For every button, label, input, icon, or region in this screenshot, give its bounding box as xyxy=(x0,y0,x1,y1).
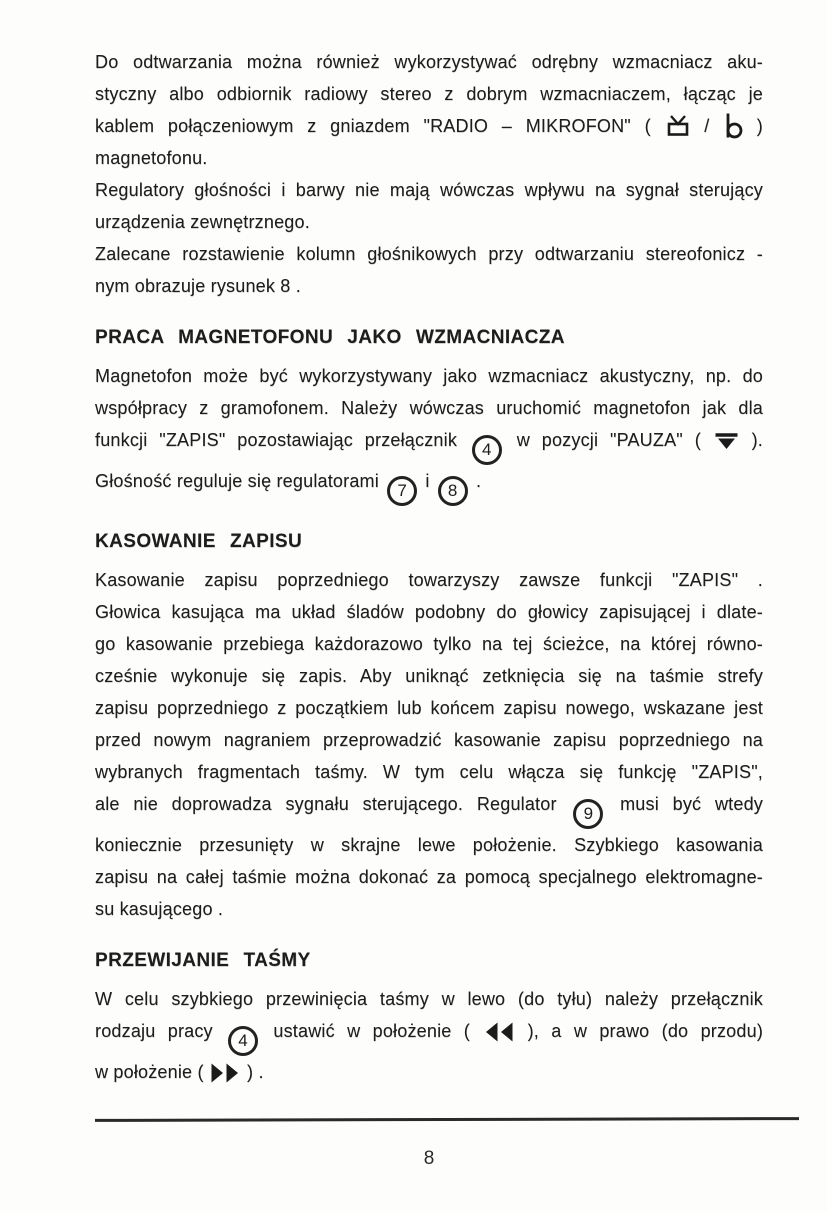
text-line xyxy=(95,788,763,829)
text-line xyxy=(95,392,763,424)
fast-forward-icon xyxy=(209,1056,242,1088)
text-run: nym obrazuje rysunek 8 . xyxy=(95,276,301,296)
section xyxy=(95,530,763,925)
microphone-icon xyxy=(723,110,743,142)
text-run: Regulatory głośności i barwy nie mają wówczas wpływu na sygnał sterujący xyxy=(95,180,763,200)
circled-number-8: 8 xyxy=(438,476,468,506)
pauza-icon xyxy=(713,424,740,456)
text-run: ). xyxy=(739,430,763,450)
page-footer xyxy=(95,1118,763,1171)
text-run: rodzaju pracy xyxy=(95,1021,226,1041)
text-line xyxy=(95,829,763,861)
text-line xyxy=(95,46,763,78)
text-run: współpracy z gramofonem. Należy wówczas uruchomić magnetofon jak dla xyxy=(95,398,763,418)
text-line xyxy=(95,756,763,788)
text-run: ale nie doprowadza sygnału sterującego. Regulator xyxy=(95,794,571,814)
radio-icon xyxy=(665,110,691,142)
text-run: W celu szybkiego przewinięcia taśmy w lewo (do tyłu) należy przełącznik xyxy=(95,989,763,1009)
text-run: Do odtwarzania można również wykorzystywać odrębny wzmacniacz aku- xyxy=(95,52,763,72)
text-run: Magnetofon może być wykorzystywany jako wzmacniacz akustyczny, np. do xyxy=(95,366,763,386)
circled-number-7: 7 xyxy=(387,476,417,506)
text-line xyxy=(95,238,763,270)
text-run: musi być wtedy xyxy=(606,794,763,814)
text-run: w pozycji "PAUZA" ( xyxy=(504,430,713,450)
text-line xyxy=(95,628,763,660)
text-line xyxy=(95,270,763,302)
text-line xyxy=(95,564,763,596)
circled-number-4: 4 xyxy=(472,435,502,465)
section-heading: KASOWANIE ZAPISU xyxy=(95,531,303,552)
text-line xyxy=(95,206,763,238)
text-line xyxy=(95,983,763,1015)
circled-number-4: 4 xyxy=(228,1026,258,1056)
section xyxy=(95,326,763,506)
text-line xyxy=(95,174,763,206)
text-run: zapisu poprzedniego z początkiem lub końcem zapisu nowego, wskazane jest xyxy=(95,698,763,718)
text-run: kablem połączeniowym z gniazdem "RADIO – MIKROFON" ( xyxy=(95,116,665,136)
section-heading: PRZEWIJANIE TAŚMY xyxy=(95,950,311,971)
text-run: ) xyxy=(743,116,764,136)
text-line xyxy=(95,596,763,628)
text-run: / xyxy=(690,116,724,136)
text-run: ustawić w położenie ( xyxy=(261,1021,483,1041)
text-run: koniecznie przesunięty w skrajne lewe położenie. Szybkiego kasowania xyxy=(95,835,763,855)
text-line xyxy=(95,660,763,692)
text-run: wybranych fragmentach taśmy. W tym celu włącza się funkcję "ZAPIS", xyxy=(95,762,763,782)
text-line xyxy=(95,724,763,756)
text-run: Głośność reguluje się regulatorami xyxy=(95,471,385,491)
document-body xyxy=(95,46,763,1088)
page-content xyxy=(95,46,763,1171)
text-run: Głowica kasująca ma układ śladów podobny do głowicy zapisującej i dlate- xyxy=(95,602,763,622)
text-run: su kasującego . xyxy=(95,899,224,919)
circled-number-9: 9 xyxy=(573,799,603,829)
text-line xyxy=(95,78,763,110)
text-line xyxy=(95,893,763,925)
text-run: . xyxy=(470,471,482,491)
text-run: przed nowym nagraniem przeprowadzić kasowanie zapisu poprzedniego na xyxy=(95,730,763,750)
text-run: zapisu na całej taśmie można dokonać za pomocą specjalnego elektromagne- xyxy=(95,867,763,887)
text-run: magnetofonu. xyxy=(95,148,208,168)
text-line xyxy=(95,1015,763,1056)
text-line xyxy=(95,465,763,506)
text-run: ), a w prawo (do przodu) xyxy=(515,1021,764,1041)
text-run: Zalecane rozstawienie kolumn głośnikowych przy odtwarzaniu stereofonicz - xyxy=(95,244,763,264)
text-run: styczny albo odbiornik radiowy stereo z dobrym wzmacniaczem, łącząc je xyxy=(95,84,763,104)
text-line xyxy=(95,424,763,465)
text-line xyxy=(95,1056,763,1088)
section xyxy=(95,949,763,1088)
section-heading: PRACA MAGNETOFONU JAKO WZMACNIACZA xyxy=(95,327,565,348)
text-run: go kasowanie przebiega każdorazowo tylko na tej ścieżce, na której równo- xyxy=(95,634,763,654)
rewind-icon xyxy=(482,1015,515,1047)
text-run: funkcji "ZAPIS" pozostawiając przełącznik xyxy=(95,430,469,450)
section xyxy=(95,46,763,302)
footer-rule xyxy=(95,1117,799,1122)
text-line xyxy=(95,861,763,893)
text-line xyxy=(95,692,763,724)
text-run: ) . xyxy=(241,1062,264,1082)
text-line xyxy=(95,110,763,142)
text-line xyxy=(95,360,763,392)
text-run: Kasowanie zapisu poprzedniego towarzyszy zawsze funkcji "ZAPIS" . xyxy=(95,570,763,590)
text-line xyxy=(95,142,763,174)
text-run: urządzenia zewnętrznego. xyxy=(95,212,310,232)
text-run: cześnie wykonuje się zapis. Aby uniknąć zetknięcia się na taśmie strefy xyxy=(95,666,763,686)
text-run: w położenie ( xyxy=(95,1062,209,1082)
page-number: 8 xyxy=(423,1148,435,1169)
text-run: i xyxy=(420,471,435,491)
